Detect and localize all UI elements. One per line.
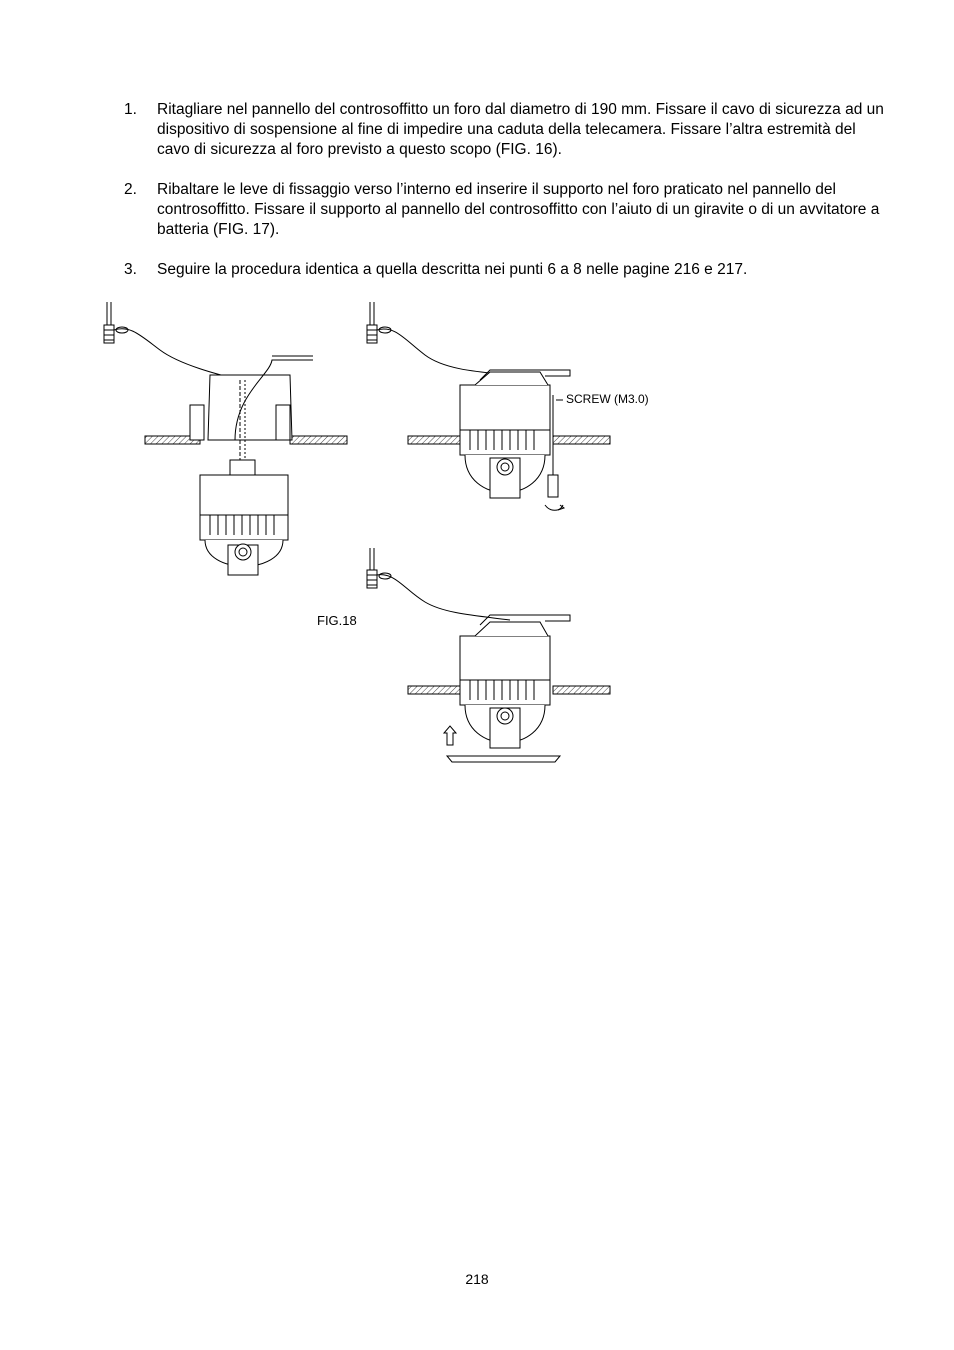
screw-callout-label: SCREW (M3.0) (566, 392, 649, 406)
step-text: Ritagliare nel pannello del controsoffitto un foro dal diametro di 190 mm. Fissare il cavo di sicurezza ad un dispositivo di sospensione al fine di impedire una caduta della telecamera. Fissare l’altra estremità del cavo di sicurezza al foro previsto a questo scopo (FIG. 16). (157, 101, 884, 158)
step-number: 3. (124, 261, 137, 278)
step-number: 2. (124, 181, 137, 198)
diagram-cover-installation (367, 548, 610, 762)
step-number: 1. (124, 101, 137, 118)
page-number: 218 (465, 1271, 489, 1287)
step-text: Ribaltare le leve di fissaggio verso l’interno ed inserire il supporto nel foro praticato nel pannello del controsoffitto. Fissare il supporto al pannello del controsoffitto con l’aiuto di un giravite o di un avvitatore a batteria (FIG. 17). (157, 181, 880, 238)
diagram-camera-installed-screw (367, 302, 610, 510)
step-text: Seguire la procedura identica a quella descritta nei punti 6 a 8 nelle pagine 216 e 217. (157, 261, 748, 278)
diagram-camera-hanging (104, 302, 347, 575)
figure-label: FIG.18 (317, 613, 357, 628)
